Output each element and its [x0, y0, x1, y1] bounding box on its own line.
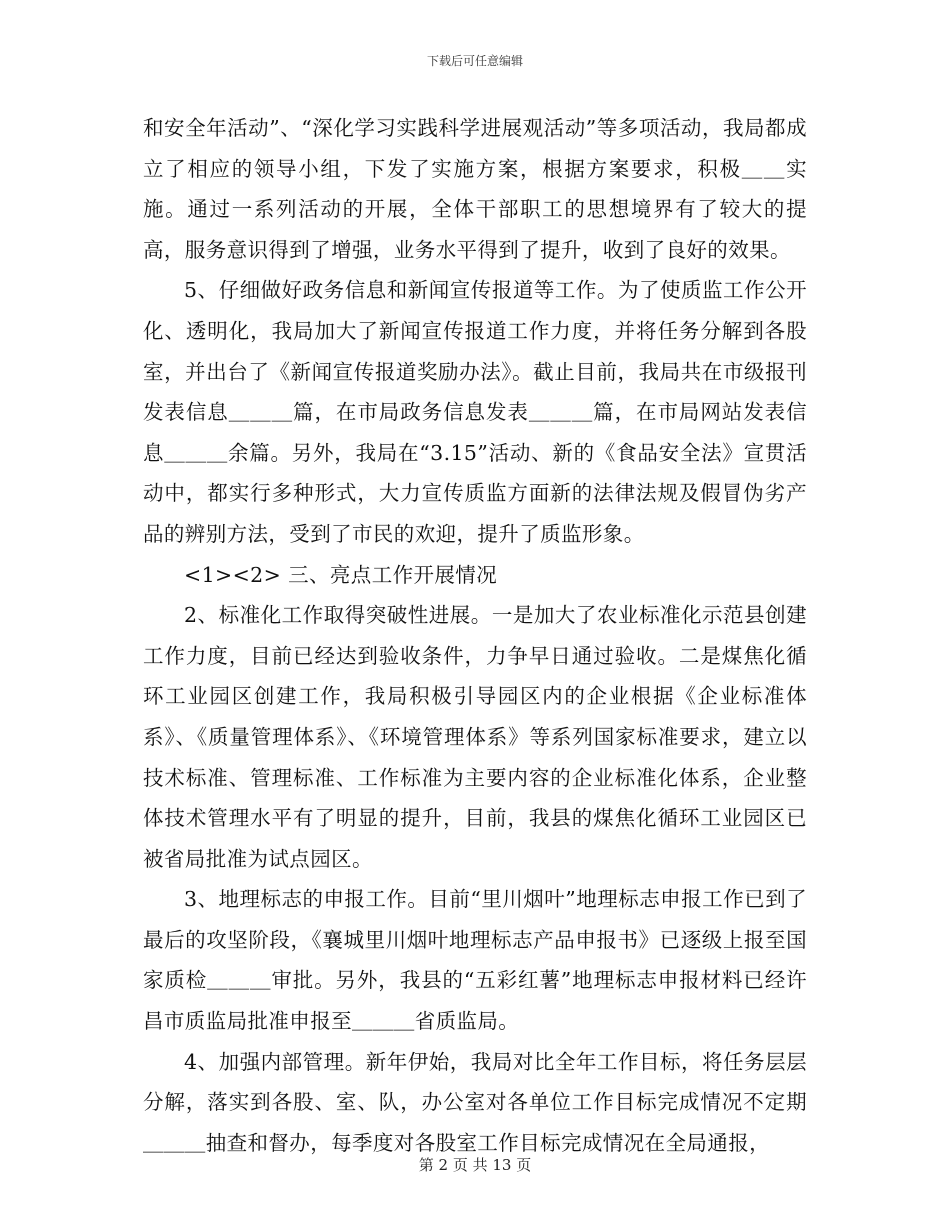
paragraph-item-5: 5、仔细做好政务信息和新闻宣传报道等工作。为了使质监工作公开化、透明化，我局加大了新闻宣传报道工作力度，并将任务分解到各股室，并出台了《新闻宣传报道奖励办法》。截止目前，我局共在市级报刊发表信息＿＿＿篇，在市局政务信息发表＿＿＿篇，在市局网站发表信息＿＿＿余篇。另外，我局在“3.15”活动、新的《食品安全法》宣贯活动中，都实行多种形式，大力宣传质监方面新的法律法规及假冒伪劣产品的辨别方法，受到了市民的欢迎，提升了质监形象。	[143, 278, 807, 546]
section-heading-highlights: <1><2> 三、亮点工作开展情况	[184, 562, 498, 587]
paragraph-item-4: 4、加强内部管理。新年伊始，我局对比全年工作目标，将任务层层分解，落实到各股、室、队，办公室对各单位工作目标完成情况不定期＿＿＿抽查和督办，每季度对各股室工作目标完成情况在全局通报，	[143, 1049, 807, 1155]
document-body	[143, 108, 807, 1163]
paragraph-item-2: 2、标准化工作取得突破性进展。一是加大了农业标准化示范县创建工作力度，目前已经达到验收条件，力争早日通过验收。二是煤焦化循环工业园区创建工作，我局积极引导园区内的企业根据《企业标准体系》、《质量管理体系》、《环境管理体系》等系列国家标准要求，建立以技术标准、管理标准、工作标准为主要内容的企业标准化体系，企业整体技术管理水平有了明显的提升，目前，我县的煤焦化循环工业园区已被省局批准为试点园区。	[143, 603, 807, 871]
page-header: 下载后可任意编辑	[426, 54, 523, 68]
paragraph-item-3: 3、地理标志的申报工作。目前“里川烟叶”地理标志申报工作已到了最后的攻坚阶段，《襄城里川烟叶地理标志产品申报书》已逐级上报至国家质检＿＿＿审批。另外，我县的“五彩红薯”地理标志申报材料已经许昌市质监局批准申报至＿＿＿省质监局。	[143, 887, 807, 1034]
page-number: 第 2 页 共 13 页	[418, 1156, 532, 1174]
paragraph-continuation: 和安全年活动”、“深化学习实践科学进展观活动”等多项活动，我局都成立了相应的领导小组，下发了实施方案，根据方案要求，积极＿＿实施。通过一系列活动的开展，全体干部职工的思想境界有了较大的提高，服务意识得到了增强，业务水平得到了提升，收到了良好的效果。	[143, 116, 807, 262]
